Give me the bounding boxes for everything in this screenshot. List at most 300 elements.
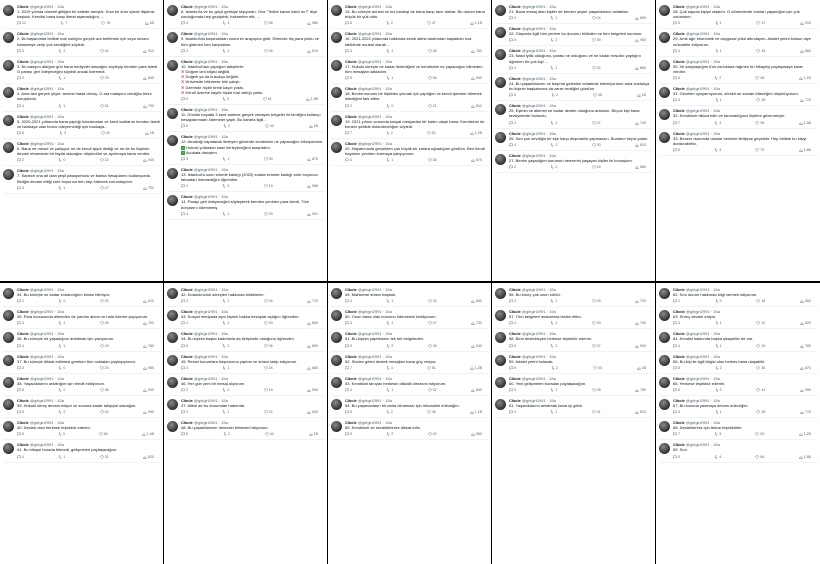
tweet-time[interactable]: 15a: [385, 420, 392, 426]
tweet[interactable]: [3, 329, 160, 351]
tweet[interactable]: [495, 2, 652, 24]
reply-button[interactable]: [509, 321, 516, 325]
views-button[interactable]: [307, 184, 318, 188]
user-handle[interactable]: @girigiri2991: [521, 130, 546, 136]
tweet[interactable]: [331, 418, 488, 440]
like-button[interactable]: [592, 38, 601, 42]
tweet[interactable]: [3, 112, 160, 139]
reply-button[interactable]: [673, 76, 680, 80]
avatar[interactable]: [659, 288, 670, 299]
user-handle[interactable]: @girigiri2991: [193, 309, 218, 315]
tweet-time[interactable]: 15a: [57, 287, 64, 292]
user-name[interactable]: Cikcle: [673, 442, 685, 448]
views-button[interactable]: [471, 321, 482, 325]
reply-button[interactable]: [17, 299, 24, 303]
user-name[interactable]: Cikcle: [17, 141, 29, 147]
tweet[interactable]: [659, 106, 817, 128]
user-handle[interactable]: @girigiri2991: [685, 309, 710, 315]
views-button[interactable]: [470, 131, 482, 135]
retweet-button[interactable]: [60, 21, 67, 25]
user-name[interactable]: Cikcle: [17, 168, 29, 174]
tweet[interactable]: [659, 440, 817, 462]
user-name[interactable]: Cikcle: [181, 31, 193, 37]
avatar[interactable]: [167, 421, 178, 432]
tweet-time[interactable]: 15a: [713, 287, 720, 292]
user-name[interactable]: Cikcle: [181, 353, 193, 359]
reply-button[interactable]: [181, 97, 188, 101]
avatar[interactable]: [167, 32, 178, 43]
user-name[interactable]: Cikcle: [673, 309, 685, 315]
views-button[interactable]: [470, 21, 482, 25]
user-handle[interactable]: @girigiri2991: [29, 398, 54, 404]
avatar[interactable]: [331, 332, 342, 343]
views-button[interactable]: [635, 66, 646, 70]
reply-button[interactable]: [345, 21, 352, 25]
retweet-button[interactable]: [550, 410, 557, 414]
user-handle[interactable]: @girigiri2991: [521, 75, 546, 81]
user-handle[interactable]: @girigiri2991: [29, 4, 54, 9]
reply-button[interactable]: [345, 158, 352, 162]
like-button[interactable]: [592, 388, 601, 392]
avatar[interactable]: [167, 60, 178, 71]
user-name[interactable]: Cikcle: [345, 31, 357, 37]
user-handle[interactable]: @girigiri2991: [521, 375, 546, 381]
tweet[interactable]: [659, 396, 817, 418]
avatar[interactable]: [331, 310, 342, 321]
like-button[interactable]: [100, 388, 109, 392]
tweet-time[interactable]: 15a: [221, 58, 228, 64]
views-button[interactable]: [799, 121, 811, 125]
tweet[interactable]: [495, 129, 652, 151]
user-name[interactable]: Cikcle: [17, 309, 29, 315]
tweet[interactable]: [3, 139, 160, 166]
tweet-time[interactable]: 15a: [221, 331, 228, 337]
reply-button[interactable]: [181, 344, 188, 348]
retweet-button[interactable]: [223, 124, 230, 128]
user-name[interactable]: Cikcle: [509, 75, 521, 81]
like-button[interactable]: [592, 299, 601, 303]
reply-button[interactable]: [17, 366, 24, 370]
retweet-button[interactable]: [58, 186, 65, 190]
user-handle[interactable]: @girigiri2991: [29, 168, 54, 174]
user-handle[interactable]: @girigiri2991: [521, 152, 546, 158]
tweet-time[interactable]: 15a: [549, 26, 556, 32]
avatar[interactable]: [659, 109, 670, 120]
user-name[interactable]: Cikcle: [17, 86, 29, 92]
retweet-button[interactable]: [222, 410, 229, 414]
views-button[interactable]: [307, 344, 318, 348]
user-name[interactable]: Cikcle: [345, 287, 357, 292]
tweet[interactable]: [167, 329, 324, 351]
user-name[interactable]: Cikcle: [673, 108, 685, 114]
like-button[interactable]: [756, 299, 765, 303]
avatar[interactable]: [495, 27, 506, 38]
tweet[interactable]: [331, 112, 488, 139]
like-button[interactable]: [756, 410, 765, 414]
retweet-button[interactable]: [550, 38, 557, 42]
user-handle[interactable]: @girigiri2991: [685, 108, 710, 114]
like-button[interactable]: [100, 410, 109, 414]
user-handle[interactable]: @girigiri2991: [357, 398, 382, 404]
tweet-time[interactable]: 15a: [221, 107, 228, 113]
views-button[interactable]: [309, 432, 318, 436]
views-button[interactable]: [143, 49, 154, 53]
avatar[interactable]: [659, 87, 670, 98]
reply-button[interactable]: [673, 98, 680, 102]
retweet-button[interactable]: [551, 93, 558, 97]
user-name[interactable]: Cikcle: [673, 31, 685, 37]
tweet-time[interactable]: 15a: [549, 152, 556, 158]
user-name[interactable]: Cikcle: [509, 48, 521, 54]
views-button[interactable]: [635, 16, 646, 20]
avatar[interactable]: [167, 195, 178, 206]
like-button[interactable]: [756, 321, 765, 325]
avatar[interactable]: [331, 355, 342, 366]
tweet-time[interactable]: 15a: [221, 194, 228, 200]
reply-button[interactable]: [673, 388, 680, 392]
user-handle[interactable]: @girigiri2991: [357, 309, 382, 315]
like-button[interactable]: [756, 366, 765, 370]
tweet[interactable]: [167, 307, 324, 329]
like-button[interactable]: [428, 49, 437, 53]
views-button[interactable]: [637, 366, 646, 370]
user-name[interactable]: Cikcle: [181, 134, 193, 140]
user-name[interactable]: Cikcle: [17, 398, 29, 404]
like-button[interactable]: [265, 432, 274, 436]
tweet-time[interactable]: 15a: [713, 31, 720, 37]
views-button[interactable]: [142, 432, 154, 436]
tweet[interactable]: [331, 352, 488, 374]
user-name[interactable]: Cikcle: [17, 287, 29, 292]
user-name[interactable]: Cikcle: [509, 103, 521, 109]
tweet[interactable]: [331, 139, 488, 166]
like-button[interactable]: [264, 212, 273, 216]
tweet[interactable]: [3, 285, 160, 307]
tweet-time[interactable]: 15a: [221, 309, 228, 315]
user-name[interactable]: Cikcle: [181, 420, 193, 426]
like-button[interactable]: [592, 121, 601, 125]
views-button[interactable]: [143, 186, 154, 190]
tweet-time[interactable]: 15a: [549, 309, 556, 315]
user-handle[interactable]: @girigiri2991: [193, 58, 218, 64]
reply-button[interactable]: [17, 455, 24, 459]
like-button[interactable]: [264, 184, 273, 188]
views-button[interactable]: [307, 388, 318, 392]
retweet-button[interactable]: [715, 344, 722, 348]
retweet-button[interactable]: [715, 98, 722, 102]
tweet[interactable]: [331, 307, 488, 329]
retweet-button[interactable]: [386, 410, 393, 414]
tweet-time[interactable]: 15a: [549, 103, 556, 109]
reply-button[interactable]: [17, 388, 24, 392]
avatar[interactable]: [659, 310, 670, 321]
retweet-button[interactable]: [222, 21, 229, 25]
user-handle[interactable]: @girigiri2991: [521, 331, 546, 337]
tweet[interactable]: [331, 84, 488, 111]
avatar[interactable]: [495, 355, 506, 366]
retweet-button[interactable]: [222, 97, 229, 101]
tweet-time[interactable]: 15a: [713, 309, 720, 315]
user-handle[interactable]: @girigiri2991: [193, 375, 218, 381]
tweet[interactable]: [3, 57, 160, 84]
retweet-button[interactable]: [550, 66, 557, 70]
tweet[interactable]: [659, 285, 817, 307]
views-button[interactable]: [800, 388, 811, 392]
user-name[interactable]: Cikcle: [181, 287, 193, 292]
tweet[interactable]: [331, 2, 488, 29]
user-name[interactable]: Cikcle: [673, 130, 685, 136]
user-name[interactable]: Cikcle: [181, 375, 193, 381]
like-button[interactable]: [592, 321, 601, 325]
retweet-button[interactable]: [58, 388, 65, 392]
reply-button[interactable]: [345, 104, 352, 108]
avatar[interactable]: [331, 60, 342, 71]
retweet-button[interactable]: [58, 321, 65, 325]
views-button[interactable]: [470, 366, 482, 370]
retweet-button[interactable]: [386, 104, 393, 108]
tweet-time[interactable]: 15a: [57, 86, 64, 92]
tweet-time[interactable]: 15a: [385, 375, 392, 381]
tweet[interactable]: [495, 396, 652, 418]
reply-button[interactable]: [509, 165, 516, 169]
retweet-button[interactable]: [59, 131, 66, 135]
user-handle[interactable]: @girigiri2991: [357, 375, 382, 381]
views-button[interactable]: [307, 21, 318, 25]
user-name[interactable]: Cikcle: [509, 353, 521, 359]
reply-button[interactable]: [509, 66, 516, 70]
retweet-button[interactable]: [550, 165, 557, 169]
like-button[interactable]: [100, 76, 109, 80]
user-name[interactable]: Cikcle: [673, 398, 685, 404]
user-handle[interactable]: @girigiri2991: [685, 86, 710, 92]
tweet-time[interactable]: 15a: [549, 375, 556, 381]
user-handle[interactable]: @girigiri2991: [193, 107, 218, 113]
views-button[interactable]: [635, 344, 646, 348]
like-button[interactable]: [593, 93, 602, 97]
avatar[interactable]: [495, 132, 506, 143]
avatar[interactable]: [495, 5, 506, 16]
retweet-button[interactable]: [222, 366, 229, 370]
user-handle[interactable]: @girigiri2991: [29, 420, 54, 426]
tweet[interactable]: [331, 285, 488, 307]
views-button[interactable]: [635, 410, 646, 414]
avatar[interactable]: [3, 87, 14, 98]
tweet-time[interactable]: 15a: [221, 167, 228, 173]
like-button[interactable]: [755, 455, 764, 459]
retweet-button[interactable]: [715, 21, 722, 25]
retweet-button[interactable]: [715, 410, 722, 414]
reply-button[interactable]: [181, 212, 188, 216]
reply-button[interactable]: [17, 49, 24, 53]
avatar[interactable]: [167, 310, 178, 321]
retweet-button[interactable]: [222, 299, 229, 303]
reply-button[interactable]: [673, 410, 680, 414]
tweet[interactable]: [659, 307, 817, 329]
user-handle[interactable]: @girigiri2991: [193, 331, 218, 337]
views-button[interactable]: [799, 432, 811, 436]
views-button[interactable]: [143, 104, 154, 108]
retweet-button[interactable]: [58, 432, 65, 436]
user-handle[interactable]: @girigiri2991: [29, 31, 54, 37]
avatar[interactable]: [3, 288, 14, 299]
tweet[interactable]: [167, 29, 324, 56]
retweet-button[interactable]: [386, 49, 393, 53]
reply-button[interactable]: [181, 299, 188, 303]
user-handle[interactable]: @girigiri2991: [357, 353, 382, 359]
avatar[interactable]: [3, 332, 14, 343]
reply-button[interactable]: [181, 157, 188, 161]
tweet[interactable]: [167, 396, 324, 418]
user-handle[interactable]: @girigiri2991: [685, 353, 710, 359]
like-button[interactable]: [755, 432, 764, 436]
user-name[interactable]: Cikcle: [509, 26, 521, 32]
retweet-button[interactable]: [550, 143, 557, 147]
tweet-time[interactable]: 15a: [713, 58, 720, 64]
retweet-button[interactable]: [550, 344, 557, 348]
tweet-time[interactable]: 15a: [57, 168, 64, 174]
reply-button[interactable]: [17, 76, 24, 80]
reply-button[interactable]: [673, 344, 680, 348]
retweet-button[interactable]: [222, 157, 229, 161]
like-button[interactable]: [263, 97, 272, 101]
user-handle[interactable]: @girigiri2991: [193, 353, 218, 359]
retweet-button[interactable]: [715, 299, 722, 303]
retweet-button[interactable]: [715, 49, 722, 53]
retweet-button[interactable]: [550, 388, 557, 392]
reply-button[interactable]: [345, 76, 352, 80]
like-button[interactable]: [100, 186, 109, 190]
tweet[interactable]: [3, 440, 160, 462]
views-button[interactable]: [471, 432, 482, 436]
reply-button[interactable]: [673, 49, 680, 53]
views-button[interactable]: [635, 321, 646, 325]
views-button[interactable]: [307, 366, 318, 370]
tweet-time[interactable]: 15a: [713, 398, 720, 404]
reply-button[interactable]: [509, 38, 516, 42]
user-handle[interactable]: @girigiri2991: [357, 141, 382, 147]
user-name[interactable]: Cikcle: [509, 331, 521, 337]
user-handle[interactable]: @girigiri2991: [521, 103, 546, 109]
user-name[interactable]: Cikcle: [345, 4, 357, 9]
user-name[interactable]: Cikcle: [345, 86, 357, 92]
tweet[interactable]: [167, 285, 324, 307]
tweet[interactable]: [495, 374, 652, 396]
reply-button[interactable]: [345, 299, 352, 303]
views-button[interactable]: [143, 76, 154, 80]
tweet[interactable]: [167, 418, 324, 440]
tweet[interactable]: [659, 2, 817, 29]
reply-button[interactable]: [181, 184, 188, 188]
user-handle[interactable]: @girigiri2991: [193, 287, 218, 292]
tweet-time[interactable]: 15a: [385, 58, 392, 64]
like-button[interactable]: [592, 16, 601, 20]
tweet[interactable]: [167, 374, 324, 396]
tweet[interactable]: [3, 2, 160, 29]
user-handle[interactable]: @girigiri2991: [193, 134, 218, 140]
reply-button[interactable]: [181, 366, 188, 370]
views-button[interactable]: [471, 76, 482, 80]
retweet-button[interactable]: [386, 432, 393, 436]
views-button[interactable]: [143, 299, 154, 303]
views-button[interactable]: [143, 321, 154, 325]
retweet-button[interactable]: [386, 131, 393, 135]
user-handle[interactable]: @girigiri2991: [193, 194, 218, 200]
tweet-time[interactable]: 15a: [713, 4, 720, 9]
like-button[interactable]: [264, 321, 273, 325]
avatar[interactable]: [659, 132, 670, 143]
user-name[interactable]: Cikcle: [345, 58, 357, 64]
user-name[interactable]: Cikcle: [17, 375, 29, 381]
user-name[interactable]: Cikcle: [673, 331, 685, 337]
views-button[interactable]: [635, 388, 646, 392]
retweet-button[interactable]: [386, 158, 393, 162]
tweet-time[interactable]: 15a: [221, 287, 228, 292]
views-button[interactable]: [143, 388, 154, 392]
like-button[interactable]: [755, 121, 764, 125]
reply-button[interactable]: [509, 93, 516, 97]
retweet-button[interactable]: [58, 344, 65, 348]
avatar[interactable]: [659, 60, 670, 71]
reply-button[interactable]: [181, 21, 188, 25]
like-button[interactable]: [427, 410, 436, 414]
views-button[interactable]: [471, 344, 482, 348]
views-button[interactable]: [309, 124, 318, 128]
tweet[interactable]: [3, 166, 160, 193]
views-button[interactable]: [471, 104, 482, 108]
user-handle[interactable]: @girigiri2991: [357, 31, 382, 37]
like-button[interactable]: [756, 344, 765, 348]
retweet-button[interactable]: [714, 455, 721, 459]
user-handle[interactable]: @girigiri2991: [685, 398, 710, 404]
retweet-button[interactable]: [386, 76, 393, 80]
retweet-button[interactable]: [550, 16, 557, 20]
avatar[interactable]: [659, 443, 670, 454]
user-handle[interactable]: @girigiri2991: [521, 4, 546, 9]
like-button[interactable]: [755, 148, 764, 152]
user-handle[interactable]: @girigiri2991: [685, 58, 710, 64]
like-button[interactable]: [756, 388, 765, 392]
tweet-time[interactable]: 15a: [221, 420, 228, 426]
avatar[interactable]: [3, 5, 14, 16]
tweet[interactable]: [331, 329, 488, 351]
tweet-time[interactable]: 15a: [385, 86, 392, 92]
views-button[interactable]: [800, 299, 811, 303]
retweet-button[interactable]: [222, 344, 229, 348]
tweet-time[interactable]: 15a: [713, 108, 720, 114]
like-button[interactable]: [99, 432, 108, 436]
avatar[interactable]: [3, 443, 14, 454]
like-button[interactable]: [592, 143, 601, 147]
reply-button[interactable]: [509, 299, 516, 303]
like-button[interactable]: [100, 104, 109, 108]
user-name[interactable]: Cikcle: [181, 398, 193, 404]
views-button[interactable]: [307, 157, 318, 161]
like-button[interactable]: [265, 124, 274, 128]
avatar[interactable]: [3, 32, 14, 43]
tweet[interactable]: [659, 129, 817, 156]
user-handle[interactable]: @girigiri2991: [521, 287, 546, 292]
avatar[interactable]: [167, 288, 178, 299]
avatar[interactable]: [331, 32, 342, 43]
retweet-button[interactable]: [58, 366, 65, 370]
like-button[interactable]: [427, 21, 436, 25]
tweet[interactable]: [495, 74, 652, 101]
tweet-time[interactable]: 15a: [57, 4, 64, 9]
user-name[interactable]: Cikcle: [181, 194, 193, 200]
retweet-button[interactable]: [58, 455, 65, 459]
retweet-button[interactable]: [550, 121, 557, 125]
like-button[interactable]: [101, 131, 110, 135]
